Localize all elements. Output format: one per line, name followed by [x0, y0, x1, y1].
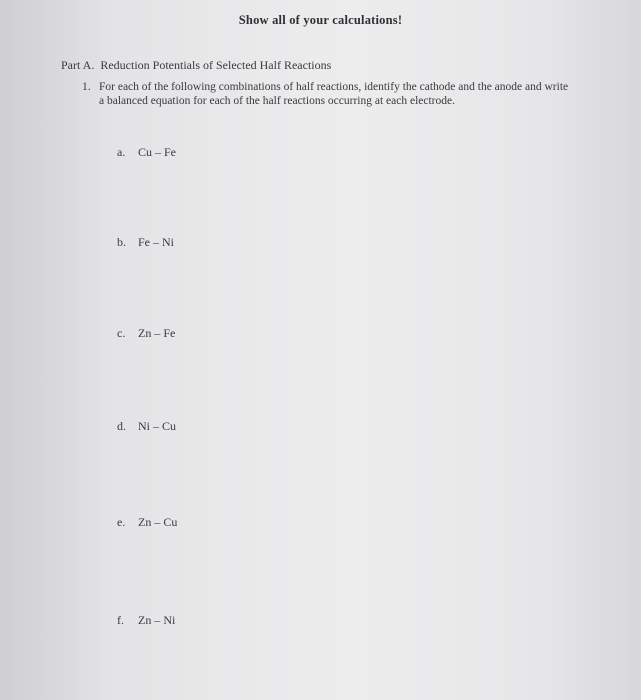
- list-item-d: [117, 419, 176, 434]
- item-pair: Cu – Fe: [138, 145, 177, 159]
- list-item-e: [117, 515, 177, 530]
- section-label: Part A.: [61, 58, 95, 72]
- item-pair: Fe – Ni: [138, 235, 174, 249]
- list-item-c: [117, 326, 175, 341]
- list-item-b: [117, 235, 174, 250]
- question-number: 1.: [82, 81, 91, 93]
- item-pair: Zn – Ni: [138, 613, 176, 627]
- item-label: b.: [117, 235, 126, 249]
- item-label: c.: [117, 326, 126, 340]
- item-pair: Ni – Cu: [138, 419, 177, 433]
- page-header: Show all of your calculations!: [238, 13, 403, 27]
- question-1: [82, 81, 572, 108]
- item-label: a.: [117, 145, 126, 159]
- question-text: For each of the following combinations of half reactions, identify the cathode and the anode and write a balanced equation for each of the half reactions occurring at each electrode.: [99, 81, 569, 107]
- list-item-f: [117, 613, 175, 628]
- list-item-a: [117, 145, 176, 160]
- item-label: f.: [117, 613, 124, 627]
- section-heading: [61, 58, 331, 73]
- section-title: Reduction Potentials of Selected Half Reactions: [100, 58, 332, 72]
- item-label: d.: [117, 419, 126, 433]
- item-pair: Zn – Fe: [138, 326, 176, 340]
- item-pair: Zn – Cu: [138, 515, 178, 529]
- item-label: e.: [117, 515, 126, 529]
